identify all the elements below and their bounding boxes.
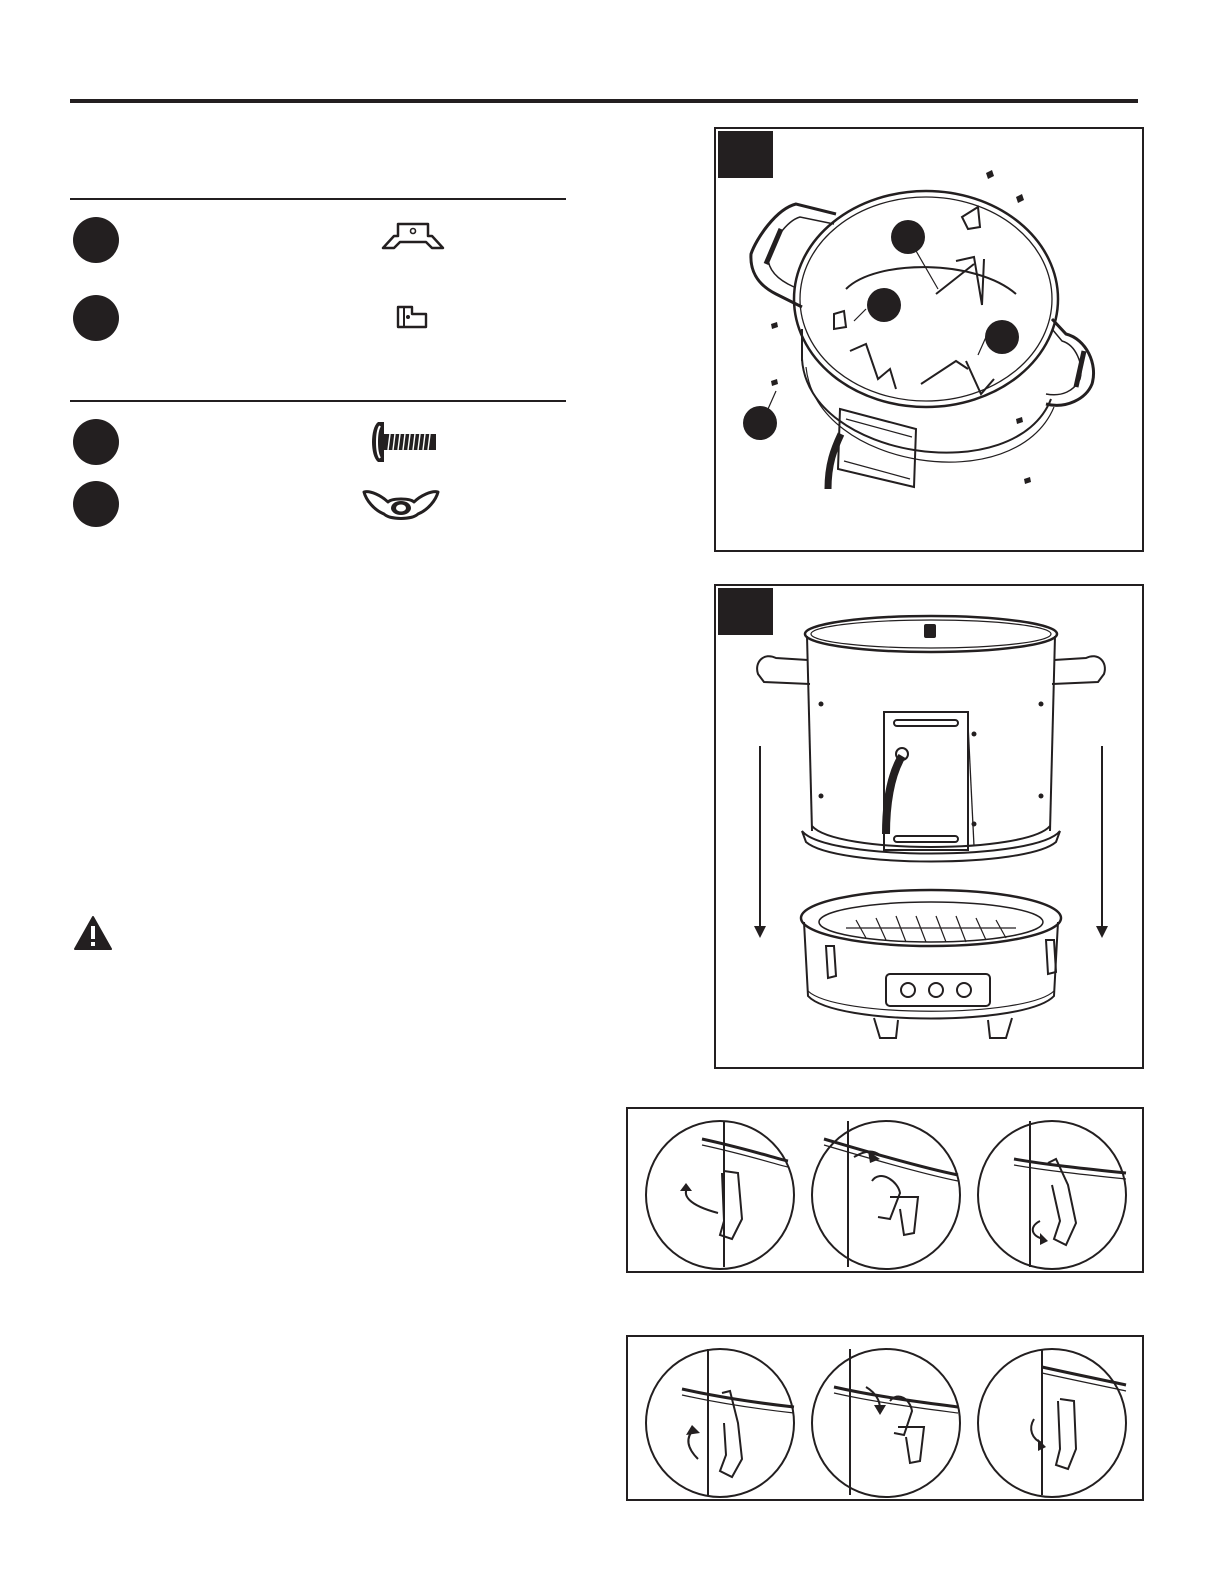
latch-open-sequence-illustration <box>628 1337 1142 1499</box>
latch-close-sequence-illustration <box>628 1109 1142 1271</box>
parts-list-mid-rule <box>70 400 566 402</box>
parts-list-top-rule <box>70 198 566 200</box>
figure-step-a <box>714 127 1144 552</box>
figure-latch-open <box>626 1335 1144 1501</box>
mounting-bracket-icon <box>380 220 446 252</box>
part-marker-b1 <box>73 419 119 465</box>
bolt-icon <box>368 418 440 466</box>
smoker-drum-onto-firebowl-illustration <box>716 586 1142 1067</box>
part-marker-a1 <box>73 217 119 263</box>
header-rule <box>70 99 1138 103</box>
small-bracket-icon <box>392 304 432 332</box>
figure-latch-close <box>626 1107 1144 1273</box>
smoker-drum-bracket-install-illustration <box>716 129 1142 550</box>
wing-nut-icon <box>360 484 442 526</box>
part-marker-a2 <box>73 295 119 341</box>
warning-triangle-icon <box>74 915 112 951</box>
part-marker-b2 <box>73 481 119 527</box>
figure-step-b <box>714 584 1144 1069</box>
